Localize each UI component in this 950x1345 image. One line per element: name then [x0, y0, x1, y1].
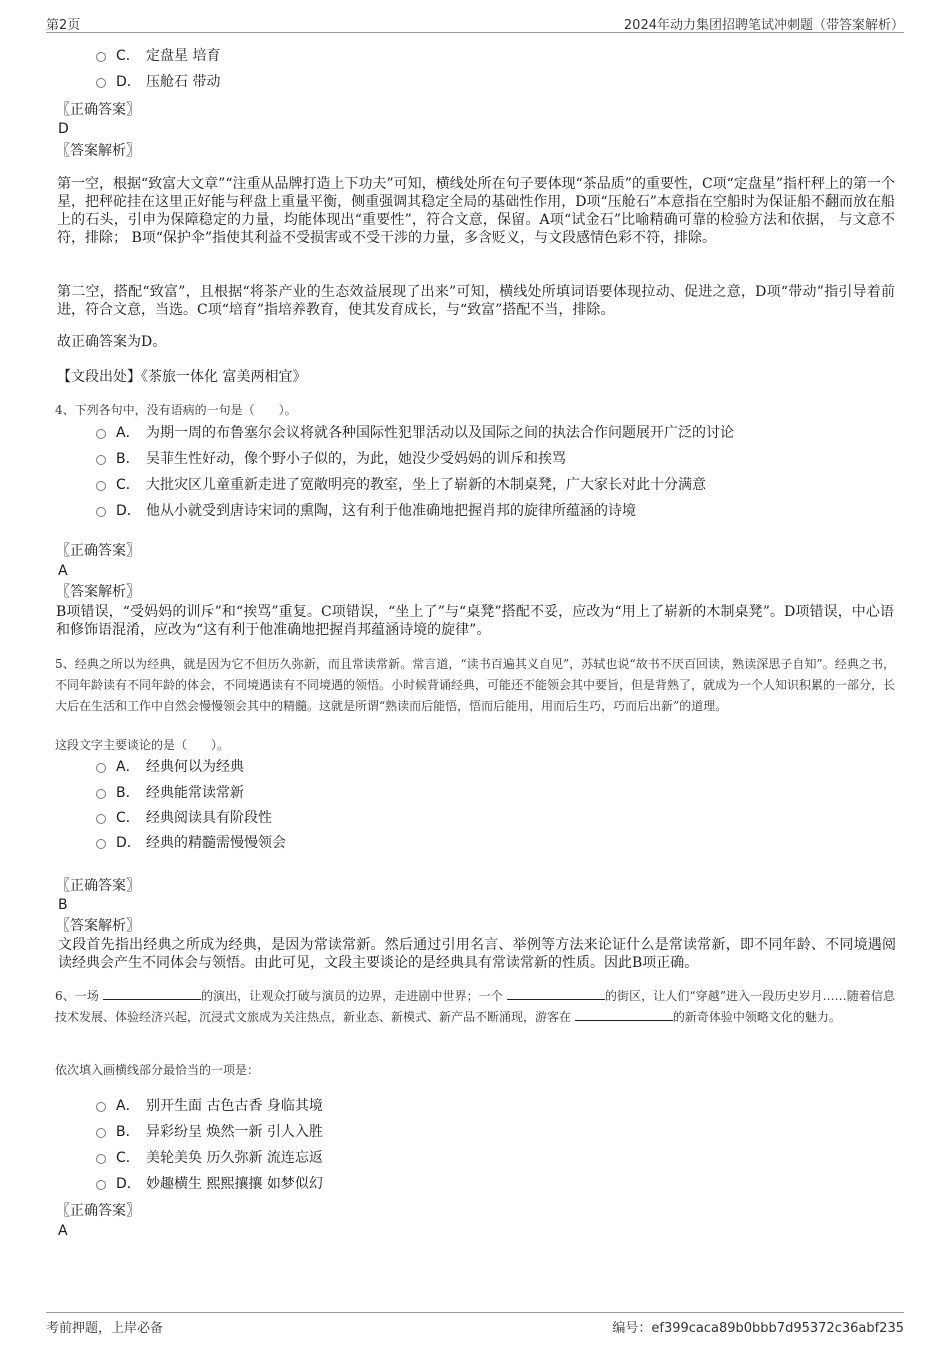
- footer-slogan: 考前押题，上岸必备: [46, 1321, 164, 1336]
- blank-line-1: [103, 986, 201, 1000]
- q5-option-b[interactable]: B． 经典能常读常新: [96, 783, 244, 803]
- radio-icon[interactable]: [96, 52, 106, 62]
- q4-analysis-label: 〖答案解析〗: [56, 584, 140, 600]
- q4-analysis: B项错误，“受妈妈的训斥”和“挨骂”重复。C项错误，“坐上了”与“桌凳”搭配不妥，应改为“用上了崭新的木制桌凳”。D项错误，中心语和修饰语混淆，应改为“这有利于他准确地把握肖邦蕴涵诗境的旋律”。: [56, 604, 894, 638]
- q5-answer-label: 〖正确答案〗: [56, 878, 140, 894]
- radio-icon[interactable]: [96, 1154, 106, 1164]
- q6-answer: A: [58, 1223, 68, 1239]
- q5-question: 这段文字主要谈论的是（ ）。: [55, 738, 230, 752]
- radio-icon[interactable]: [96, 1128, 106, 1138]
- q5-analysis: 文段首先指出经典之所成为经典，是因为常读常新。然后通过引用名言、举例等方法来论证什么是常读常新，即不同年龄、不同境遇阅读经典会产生不同体会与领悟。由此可见，文段主要谈论的是经典具有常读常新的性质。因此B项正确。: [58, 937, 896, 971]
- q4-option-a[interactable]: A． 为期一周的布鲁塞尔会议将就各种国际性犯罪活动以及国际之间的执法合作问题展开广泛的讨论: [96, 423, 734, 443]
- radio-icon[interactable]: [96, 789, 106, 799]
- q4-answer-label: 〖正确答案〗: [56, 543, 140, 559]
- radio-icon[interactable]: [96, 763, 106, 773]
- radio-icon[interactable]: [96, 429, 106, 439]
- q6-option-a[interactable]: A． 别开生面 古色古香 身临其境: [96, 1096, 323, 1116]
- q6-stem: 6、一场 的演出，让观众打破与演员的边界，走进剧中世界；一个 的街区，让人们“穿越”进入一段历史岁月……随着信息技术发展、体验经济兴起，沉浸式文旅成为关注热点，新业态、新模式、新产品不断涌现，游客在 的新奇体验中领略文化的魅力。: [55, 986, 895, 1028]
- q6-option-d[interactable]: D． 妙趣横生 熙熙攘攘 如梦似幻: [96, 1174, 323, 1194]
- radio-icon[interactable]: [96, 455, 106, 465]
- radio-icon[interactable]: [96, 78, 106, 88]
- q5-answer: B: [58, 897, 68, 913]
- blank-line-3: [575, 1007, 673, 1021]
- q5-option-c[interactable]: C． 经典阅读具有阶段性: [96, 808, 272, 828]
- q4-answer: A: [58, 563, 68, 579]
- q6-option-b[interactable]: B． 异彩纷呈 焕然一新 引人入胜: [96, 1122, 323, 1142]
- document-code: 编号：ef399caca89b0bbb7d95372c36abf235: [612, 1321, 904, 1336]
- q4-option-c[interactable]: C． 大批灾区儿童重新走进了宽敞明亮的教室，坐上了崭新的木制桌凳，广大家长对此十分满意: [96, 475, 706, 495]
- radio-icon[interactable]: [96, 814, 106, 824]
- q3-option-c[interactable]: C． 定盘星 培育: [96, 46, 220, 66]
- q3-answer: D: [58, 121, 69, 137]
- q3-analysis-p1: 第一空，根据“致富大文章”“注重从品牌打造上下功夫”可知，横线处所在句子要体现“茶品质”的重要性，C项“定盘星”指杆秤上的第一个星，把秤砣挂在这里正好能与秤盘上重量平衡，侧重强调其稳定全局的基础性作用，D项“压舱石”本意指在空船时为保证船不翻而放在船上的石头，引申为保障稳定的力量，均能体现出“重要性”，符合文意，保留。A项“试金石”比喻精确可靠的检验方法和依据， 与文意不符，排除； B项“保护伞”指使其利益不受损害或不受干涉的力量，多含贬义，与文段感情色彩不符，排除。: [57, 176, 895, 246]
- q6-answer-label: 〖正确答案〗: [56, 1203, 140, 1219]
- radio-icon[interactable]: [96, 481, 106, 491]
- page-footer: [46, 1312, 904, 1337]
- q5-analysis-label: 〖答案解析〗: [56, 918, 140, 934]
- q3-analysis-p3: 故正确答案为D。: [57, 334, 167, 350]
- q5-option-a[interactable]: A． 经典何以为经典: [96, 757, 244, 777]
- q3-analysis-p2: 第二空，搭配“致富”，且根据“将茶产业的生态效益展现了出来”可知，横线处所填词语要体现拉动、促进之意，D项“带动”指引导着前进，符合文意，当选。C项“培育”指培养教育，使其发育成长，与“致富”搭配不当，排除。: [57, 284, 895, 318]
- radio-icon[interactable]: [96, 507, 106, 517]
- radio-icon[interactable]: [96, 1180, 106, 1190]
- document-title: 2024年动力集团招聘笔试冲刺题（带答案解析）: [623, 18, 904, 33]
- q6-question: 依次填入画横线部分最恰当的一项是：: [55, 1063, 260, 1077]
- page-number: 第2页: [46, 18, 81, 33]
- q3-analysis-label: 〖答案解析〗: [56, 143, 140, 159]
- q5-stem: 5、经典之所以为经典，就是因为它不但历久弥新，而且常读常新。常言道，“读书百遍其义自见”，苏轼也说“故书不厌百回读，熟读深思子自知”。经典之书，不同年龄读有不同年龄的体会，不同境遇读有不同境遇的领悟。小时候背诵经典，可能还不能领会其中要旨，但是背熟了，就成为一个人知识积累的一部分，长大后在生活和工作中自然会慢慢领会其中的精髓。这就是所谓“熟读而后能悟，悟而后能用，用而后生巧，巧而后出新”的道理。: [55, 657, 896, 713]
- q4-stem: 4、下列各句中，没有语病的一句是（ ）。: [55, 403, 297, 417]
- q4-option-b[interactable]: B． 吴菲生性好动，像个野小子似的，为此，她没少受妈妈的训斥和挨骂: [96, 449, 566, 469]
- q3-source: 【文段出处】《茶旅一体化 富美两相宜》: [57, 369, 307, 385]
- q5-option-d[interactable]: D． 经典的精髓需慢慢领会: [96, 833, 286, 853]
- radio-icon[interactable]: [96, 1102, 106, 1112]
- radio-icon[interactable]: [96, 839, 106, 849]
- q3-option-d[interactable]: D． 压舱石 带动: [96, 72, 220, 92]
- q3-answer-label: 〖正确答案〗: [56, 102, 140, 118]
- q4-option-d[interactable]: D． 他从小就受到唐诗宋词的熏陶，这有利于他准确地把握肖邦的旋律所蕴涵的诗境: [96, 501, 636, 521]
- blank-line-2: [507, 986, 605, 1000]
- page-header: [46, 12, 904, 33]
- q6-option-c[interactable]: C． 美轮美奂 历久弥新 流连忘返: [96, 1148, 323, 1168]
